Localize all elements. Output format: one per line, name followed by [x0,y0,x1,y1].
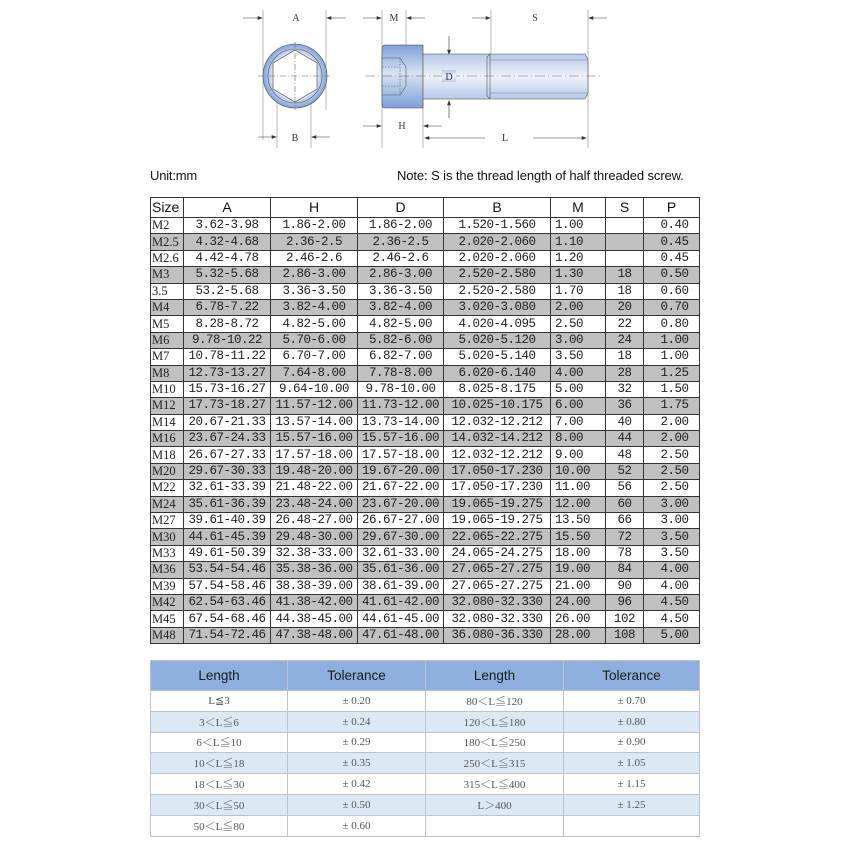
table-row [151,332,700,348]
cell-length [426,815,564,836]
cell-size: M22 [151,480,184,496]
cell-d: 2.46-2.6 [358,250,444,266]
table-row [151,398,700,414]
column-header-b: B [444,198,551,218]
cell-size: M4 [151,299,184,315]
cell-h: 15.57-16.00 [271,431,358,447]
cell-length: 30＜L≦50 [151,794,288,815]
cell-b: 6.020-6.140 [444,365,551,381]
table-row [151,463,700,479]
cell-p: 2.50 [644,463,700,479]
cell-s: 60 [606,496,644,512]
cell-h: 19.48-20.00 [271,463,358,479]
table-row [151,545,700,561]
cell-b: 32.080-32.330 [444,611,551,627]
table-row [151,753,700,774]
table-row [151,299,700,315]
cell-b: 5.020-5.140 [444,349,551,365]
cell-m: 1.20 [551,250,606,266]
cell-s: 36 [606,398,644,414]
cell-s: 108 [606,627,644,643]
end-view [243,10,346,148]
cell-h: 26.48-27.00 [271,513,358,529]
cell-a: 67.54-68.46 [184,611,271,627]
dimension-label-h: H [398,121,406,132]
cell-h: 21.48-22.00 [271,480,358,496]
table-row [151,794,700,815]
table-row [151,529,700,545]
cell-p: 1.00 [644,349,700,365]
tolerance-header-row [151,661,700,691]
column-header-d: D [358,198,444,218]
cell-size: M39 [151,578,184,594]
table-row [151,513,700,529]
cell-length: 180＜L≦250 [426,732,564,753]
column-header-s: S [606,198,644,218]
table-row [151,267,700,283]
cell-b: 12.032-12.212 [444,447,551,463]
cell-a: 29.67-30.33 [184,463,271,479]
cell-h: 3.36-3.50 [271,283,358,299]
cell-h: 44.38-45.00 [271,611,358,627]
cell-h: 7.64-8.00 [271,365,358,381]
cell-s [606,218,644,234]
table-row [151,627,700,643]
cell-h: 32.38-33.00 [271,545,358,561]
cell-s: 78 [606,545,644,561]
table-row [151,250,700,266]
cell-size: M24 [151,496,184,512]
cell-size: M33 [151,545,184,561]
cell-s [606,250,644,266]
cell-h: 2.36-2.5 [271,234,358,250]
cell-length: 6＜L≦10 [151,732,288,753]
column-header-h: H [271,198,358,218]
cell-a: 9.78-10.22 [184,332,271,348]
cell-b: 17.050-17.230 [444,463,551,479]
cell-m: 12.00 [551,496,606,512]
cell-size: M18 [151,447,184,463]
cell-h: 2.46-2.6 [271,250,358,266]
cell-s: 72 [606,529,644,545]
cell-p: 0.70 [644,299,700,315]
cell-m: 7.00 [551,414,606,430]
cell-p: 4.00 [644,578,700,594]
cell-size: M3 [151,267,184,283]
cell-size: M20 [151,463,184,479]
cell-p: 4.50 [644,594,700,610]
table-row [151,480,700,496]
cell-length: L＞400 [426,794,564,815]
cell-b: 17.050-17.230 [444,480,551,496]
cell-s: 18 [606,283,644,299]
cell-length: 250＜L≦315 [426,753,564,774]
cell-size: M36 [151,562,184,578]
cell-a: 44.61-45.39 [184,529,271,545]
cell-length: 10＜L≦18 [151,753,288,774]
cell-m: 2.50 [551,316,606,332]
dimension-label-s: S [532,13,538,24]
cell-tolerance: ± 0.42 [288,774,426,795]
cell-p: 1.00 [644,332,700,348]
table-row [151,578,700,594]
cell-length: 80＜L≦120 [426,691,564,712]
cell-p: 0.80 [644,316,700,332]
cell-m: 26.00 [551,611,606,627]
cell-a: 57.54-58.46 [184,578,271,594]
cell-b: 8.025-8.175 [444,381,551,397]
cell-d: 2.86-3.00 [358,267,444,283]
cell-a: 12.73-13.27 [184,365,271,381]
cell-s: 18 [606,267,644,283]
cell-d: 5.82-6.00 [358,332,444,348]
cell-size: M30 [151,529,184,545]
cell-p: 4.00 [644,562,700,578]
spec-table-body [151,218,700,644]
cell-size: 3.5 [151,283,184,299]
cell-length: 3＜L≦6 [151,711,288,732]
cell-a: 35.61-36.39 [184,496,271,512]
table-row [151,349,700,365]
cell-p: 0.40 [644,218,700,234]
cell-a: 17.73-18.27 [184,398,271,414]
cell-d: 15.57-16.00 [358,431,444,447]
cell-b: 2.020-2.060 [444,234,551,250]
cell-tolerance: ± 0.20 [288,691,426,712]
cell-s: 22 [606,316,644,332]
cell-size: M8 [151,365,184,381]
cell-m: 15.50 [551,529,606,545]
cell-s: 96 [606,594,644,610]
cell-a: 53.54-54.46 [184,562,271,578]
cell-h: 41.38-42.00 [271,594,358,610]
cell-d: 23.67-20.00 [358,496,444,512]
cell-p: 1.75 [644,398,700,414]
cell-length: 18＜L≦30 [151,774,288,795]
cell-size: M7 [151,349,184,365]
cell-s: 102 [606,611,644,627]
cell-h: 13.57-14.00 [271,414,358,430]
spec-header-row [151,198,700,218]
unit-label: Unit:mm [150,168,197,183]
cell-p: 0.50 [644,267,700,283]
column-header-length-1: Length [151,661,288,691]
cell-tolerance: ± 0.50 [288,794,426,815]
cell-s: 52 [606,463,644,479]
cell-h: 4.82-5.00 [271,316,358,332]
cell-s: 56 [606,480,644,496]
cell-d: 9.78-10.00 [358,381,444,397]
cell-m: 19.00 [551,562,606,578]
tolerance-table-body [151,691,700,837]
cell-size: M10 [151,381,184,397]
cell-tolerance: ± 0.24 [288,711,426,732]
cell-h: 23.48-24.00 [271,496,358,512]
cell-tolerance [564,815,700,836]
cell-size: M16 [151,431,184,447]
table-row [151,774,700,795]
cell-b: 27.065-27.275 [444,562,551,578]
cell-a: 4.42-4.78 [184,250,271,266]
cell-s [606,234,644,250]
cell-tolerance: ± 0.60 [288,815,426,836]
cell-m: 9.00 [551,447,606,463]
cell-a: 5.32-5.68 [184,267,271,283]
cell-length: 120＜L≦180 [426,711,564,732]
table-row [151,594,700,610]
cell-h: 29.48-30.00 [271,529,358,545]
cell-p: 2.00 [644,431,700,447]
cell-s: 90 [606,578,644,594]
dimension-label-m: M [389,13,399,24]
cell-m: 2.00 [551,299,606,315]
cell-p: 2.50 [644,447,700,463]
cell-m: 1.10 [551,234,606,250]
cell-d: 19.67-20.00 [358,463,444,479]
cell-tolerance: ± 1.15 [564,774,700,795]
cell-s: 48 [606,447,644,463]
table-row [151,365,700,381]
cell-h: 47.38-48.00 [271,627,358,643]
cell-a: 20.67-21.33 [184,414,271,430]
cell-d: 3.36-3.50 [358,283,444,299]
cell-m: 5.00 [551,381,606,397]
cell-size: M14 [151,414,184,430]
cell-size: M6 [151,332,184,348]
cell-m: 28.00 [551,627,606,643]
cell-m: 3.50 [551,349,606,365]
table-row [151,496,700,512]
cell-m: 6.00 [551,398,606,414]
cell-b: 22.065-22.275 [444,529,551,545]
cell-h: 2.86-3.00 [271,267,358,283]
cell-m: 4.00 [551,365,606,381]
table-row [151,691,700,712]
cell-a: 23.67-24.33 [184,431,271,447]
cell-d: 1.86-2.00 [358,218,444,234]
cell-a: 49.61-50.39 [184,545,271,561]
cell-h: 5.70-6.00 [271,332,358,348]
cell-s: 84 [606,562,644,578]
table-row [151,381,700,397]
cell-h: 1.86-2.00 [271,218,358,234]
cell-tolerance: ± 0.90 [564,732,700,753]
cell-m: 18.00 [551,545,606,561]
cell-length: L≦3 [151,691,288,712]
cell-a: 62.54-63.46 [184,594,271,610]
cell-b: 5.020-5.120 [444,332,551,348]
cell-a: 15.73-16.27 [184,381,271,397]
column-header-a: A [184,198,271,218]
cell-d: 41.61-42.00 [358,594,444,610]
column-header-m: M [551,198,606,218]
cell-d: 13.73-14.00 [358,414,444,430]
cell-a: 39.61-40.39 [184,513,271,529]
table-row [151,711,700,732]
cell-size: M2.6 [151,250,184,266]
cell-a: 6.78-7.22 [184,299,271,315]
cell-length: 315＜L≦400 [426,774,564,795]
cell-a: 3.62-3.98 [184,218,271,234]
cell-m: 1.00 [551,218,606,234]
cell-s: 40 [606,414,644,430]
dimension-label-d: D [445,72,453,83]
cell-b: 24.065-24.275 [444,545,551,561]
dimension-label-l: L [501,133,509,144]
cell-b: 27.065-27.275 [444,578,551,594]
cell-b: 2.520-2.580 [444,283,551,299]
cell-size: M42 [151,594,184,610]
cell-m: 1.70 [551,283,606,299]
cell-m: 21.00 [551,578,606,594]
cell-p: 4.50 [644,611,700,627]
cell-s: 18 [606,349,644,365]
cell-d: 44.61-45.00 [358,611,444,627]
cell-size: M2 [151,218,184,234]
cell-d: 7.78-8.00 [358,365,444,381]
cell-b: 2.520-2.580 [444,267,551,283]
cell-tolerance: ± 0.35 [288,753,426,774]
cell-d: 26.67-27.00 [358,513,444,529]
cell-p: 0.45 [644,250,700,266]
cell-p: 3.50 [644,529,700,545]
cell-d: 2.36-2.5 [358,234,444,250]
cell-p: 0.45 [644,234,700,250]
cell-p: 2.50 [644,480,700,496]
cell-size: M27 [151,513,184,529]
cell-h: 9.64-10.00 [271,381,358,397]
column-header-p: P [644,198,700,218]
cell-d: 4.82-5.00 [358,316,444,332]
cell-h: 17.57-18.00 [271,447,358,463]
cell-b: 2.020-2.060 [444,250,551,266]
cell-d: 21.67-22.00 [358,480,444,496]
cell-p: 3.00 [644,496,700,512]
column-header-length-2: Length [426,661,564,691]
cell-a: 71.54-72.46 [184,627,271,643]
cell-b: 32.080-32.330 [444,594,551,610]
cell-m: 8.00 [551,431,606,447]
column-header-size: Size [151,198,184,218]
cell-b: 19.065-19.275 [444,496,551,512]
cell-h: 3.82-4.00 [271,299,358,315]
cell-tolerance: ± 0.70 [564,691,700,712]
cell-a: 10.78-11.22 [184,349,271,365]
cell-d: 32.61-33.00 [358,545,444,561]
cell-length: 50＜L≦80 [151,815,288,836]
table-row [151,316,700,332]
cell-s: 20 [606,299,644,315]
table-row [151,234,700,250]
socket-head-cap-screw-diagram [230,0,630,160]
cell-d: 3.82-4.00 [358,299,444,315]
dimension-spec-table [150,197,700,644]
cell-p: 1.25 [644,365,700,381]
table-row [151,611,700,627]
dimension-label-b: B [291,133,299,144]
cell-s: 32 [606,381,644,397]
cell-tolerance: ± 0.80 [564,711,700,732]
cell-m: 1.30 [551,267,606,283]
table-row [151,732,700,753]
cell-d: 29.67-30.00 [358,529,444,545]
cell-d: 11.73-12.00 [358,398,444,414]
cell-a: 26.67-27.33 [184,447,271,463]
column-header-tolerance-1: Tolerance [288,661,426,691]
column-header-tolerance-2: Tolerance [564,661,700,691]
cell-m: 10.00 [551,463,606,479]
cell-p: 0.60 [644,283,700,299]
cell-s: 24 [606,332,644,348]
cell-s: 44 [606,431,644,447]
cell-size: M48 [151,627,184,643]
cell-p: 3.50 [644,545,700,561]
cell-p: 5.00 [644,627,700,643]
cell-h: 38.38-39.00 [271,578,358,594]
cell-b: 19.065-19.275 [444,513,551,529]
cell-h: 35.38-36.00 [271,562,358,578]
thread-length-note: Note: S is the thread length of half threaded screw. [397,168,684,183]
cell-m: 24.00 [551,594,606,610]
table-row [151,283,700,299]
table-row [151,431,700,447]
cell-tolerance: ± 0.29 [288,732,426,753]
cell-b: 14.032-14.212 [444,431,551,447]
cell-d: 47.61-48.00 [358,627,444,643]
cell-size: M12 [151,398,184,414]
cell-h: 11.57-12.00 [271,398,358,414]
cell-b: 36.080-36.330 [444,627,551,643]
cell-d: 35.61-36.00 [358,562,444,578]
cell-a: 53.2-5.68 [184,283,271,299]
cell-m: 13.50 [551,513,606,529]
cell-a: 4.32-4.68 [184,234,271,250]
length-tolerance-table [150,660,700,837]
table-row [151,447,700,463]
cell-a: 32.61-33.39 [184,480,271,496]
cell-b: 3.020-3.080 [444,299,551,315]
cell-h: 6.70-7.00 [271,349,358,365]
table-row [151,414,700,430]
table-row [151,815,700,836]
cell-size: M45 [151,611,184,627]
cell-p: 3.00 [644,513,700,529]
cell-b: 1.520-1.560 [444,218,551,234]
table-row [151,218,700,234]
cell-size: M5 [151,316,184,332]
cell-d: 6.82-7.00 [358,349,444,365]
cell-tolerance: ± 1.05 [564,753,700,774]
cell-m: 11.00 [551,480,606,496]
cell-tolerance: ± 1.25 [564,794,700,815]
cell-m: 3.00 [551,332,606,348]
cell-p: 1.50 [644,381,700,397]
cell-b: 10.025-10.175 [444,398,551,414]
cell-b: 4.020-4.095 [444,316,551,332]
cell-size: M2.5 [151,234,184,250]
cell-b: 12.032-12.212 [444,414,551,430]
cell-d: 38.61-39.00 [358,578,444,594]
cell-a: 8.28-8.72 [184,316,271,332]
cell-d: 17.57-18.00 [358,447,444,463]
cell-p: 2.00 [644,414,700,430]
table-row [151,562,700,578]
cell-s: 28 [606,365,644,381]
dimension-label-a: A [292,13,300,24]
cell-s: 66 [606,513,644,529]
